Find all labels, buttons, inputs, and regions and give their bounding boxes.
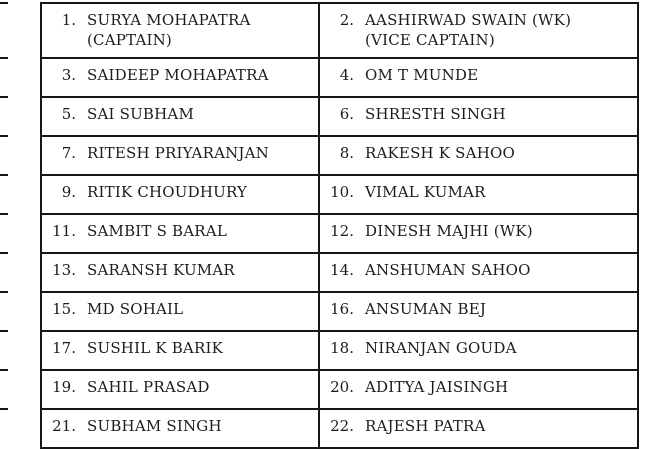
player-name: RAKESH K SAHOO (365, 144, 515, 162)
roster-cell (41, 370, 319, 409)
roster-cell (41, 409, 319, 448)
player-entry (330, 260, 635, 280)
roster-row (41, 214, 638, 253)
player-name: RITIK CHOUDHURY (87, 183, 248, 201)
player-name: OM T MUNDE (365, 66, 479, 84)
roster-cell (41, 214, 319, 253)
player-entry (330, 65, 635, 85)
player-name: SUBHAM SINGH (87, 417, 222, 435)
player-name: ANSHUMAN SAHOO (365, 261, 531, 279)
player-name: VIMAL KUMAR (365, 183, 486, 201)
player-entry (330, 338, 635, 358)
roster-row (41, 136, 638, 175)
roster-row (41, 292, 638, 331)
roster-row (41, 3, 638, 58)
roster-row (41, 253, 638, 292)
ruled-line-fragment (0, 57, 8, 59)
player-number: 15. (52, 300, 76, 318)
ruled-line-fragment (0, 291, 8, 293)
player-number: 5. (61, 105, 76, 123)
roster-row (41, 331, 638, 370)
ruled-line-fragment (0, 96, 8, 98)
roster-cell (41, 58, 319, 97)
roster-cell (319, 370, 638, 409)
player-entry (52, 221, 316, 241)
player-entry (330, 10, 635, 50)
roster-cell (319, 58, 638, 97)
ruled-line-fragment (0, 213, 8, 215)
roster-cell (319, 214, 638, 253)
player-number: 16. (330, 300, 354, 318)
player-entry (52, 65, 316, 85)
roster-row (41, 409, 638, 448)
ruled-line-fragment (0, 408, 8, 410)
player-entry (330, 104, 635, 124)
player-entry (330, 221, 635, 241)
player-name: AASHIRWAD SWAIN (WK) (VICE CAPTAIN) (365, 11, 572, 49)
player-number: 9. (61, 183, 76, 201)
roster-row (41, 58, 638, 97)
player-number: 6. (339, 105, 354, 123)
player-name: RITESH PRIYARANJAN (87, 144, 270, 162)
player-number: 13. (52, 261, 76, 279)
player-entry (52, 416, 316, 436)
player-entry (52, 143, 316, 163)
roster-cell (319, 292, 638, 331)
player-entry (330, 143, 635, 163)
roster-cell (41, 292, 319, 331)
player-number: 10. (330, 183, 354, 201)
roster-table (40, 2, 639, 449)
player-name: DINESH MAJHI (WK) (365, 222, 533, 240)
roster-cell (41, 175, 319, 214)
player-number: 19. (52, 378, 76, 396)
roster-cell (319, 136, 638, 175)
player-entry (52, 260, 316, 280)
player-entry (52, 10, 316, 50)
roster-cell (319, 3, 638, 58)
roster-row (41, 370, 638, 409)
player-name: SARANSH KUMAR (87, 261, 235, 279)
player-name: NIRANJAN GOUDA (365, 339, 517, 357)
player-name: RAJESH PATRA (365, 417, 486, 435)
player-entry (52, 338, 316, 358)
player-number: 3. (61, 66, 76, 84)
player-number: 21. (52, 417, 76, 435)
player-name: MD SOHAIL (87, 300, 184, 318)
player-entry (52, 182, 316, 202)
player-name: SURYA MOHAPATRA (CAPTAIN) (87, 11, 251, 49)
ruled-line-fragment (0, 252, 8, 254)
ruled-line-fragment (0, 330, 8, 332)
roster-cell (319, 331, 638, 370)
player-number: 22. (330, 417, 354, 435)
player-number: 8. (339, 144, 354, 162)
player-name: SAHIL PRASAD (87, 378, 210, 396)
roster-cell (41, 253, 319, 292)
player-name: SUSHIL K BARIK (87, 339, 223, 357)
player-entry (330, 299, 635, 319)
player-number: 20. (330, 378, 354, 396)
roster-cell (319, 175, 638, 214)
player-entry (330, 416, 635, 436)
ruled-line-fragment (0, 369, 8, 371)
player-name: SAMBIT S BARAL (87, 222, 227, 240)
roster-cell (319, 253, 638, 292)
player-number: 7. (61, 144, 76, 162)
roster-cell (41, 97, 319, 136)
player-entry (52, 299, 316, 319)
roster-row (41, 97, 638, 136)
roster-cell (319, 409, 638, 448)
player-number: 4. (339, 66, 354, 84)
player-number: 18. (330, 339, 354, 357)
player-entry (330, 182, 635, 202)
roster-cell (319, 97, 638, 136)
ruled-line-fragment (0, 2, 8, 4)
roster-cell (41, 3, 319, 58)
roster-cell (41, 331, 319, 370)
player-number: 12. (330, 222, 354, 240)
player-name: SAIDEEP MOHAPATRA (87, 66, 269, 84)
player-number: 11. (52, 222, 76, 240)
roster-row (41, 175, 638, 214)
player-number: 14. (330, 261, 354, 279)
player-entry (52, 104, 316, 124)
player-entry (330, 377, 635, 397)
player-name: ANSUMAN BEJ (365, 300, 487, 318)
player-number: 1. (61, 11, 76, 29)
player-entry (52, 377, 316, 397)
player-number: 17. (52, 339, 76, 357)
player-name: ADITYA JAISINGH (365, 378, 509, 396)
player-name: SHRESTH SINGH (365, 105, 506, 123)
player-name: SAI SUBHAM (87, 105, 195, 123)
ruled-line-fragment (0, 174, 8, 176)
player-number: 2. (339, 11, 354, 29)
roster-cell (41, 136, 319, 175)
ruled-line-fragment (0, 135, 8, 137)
